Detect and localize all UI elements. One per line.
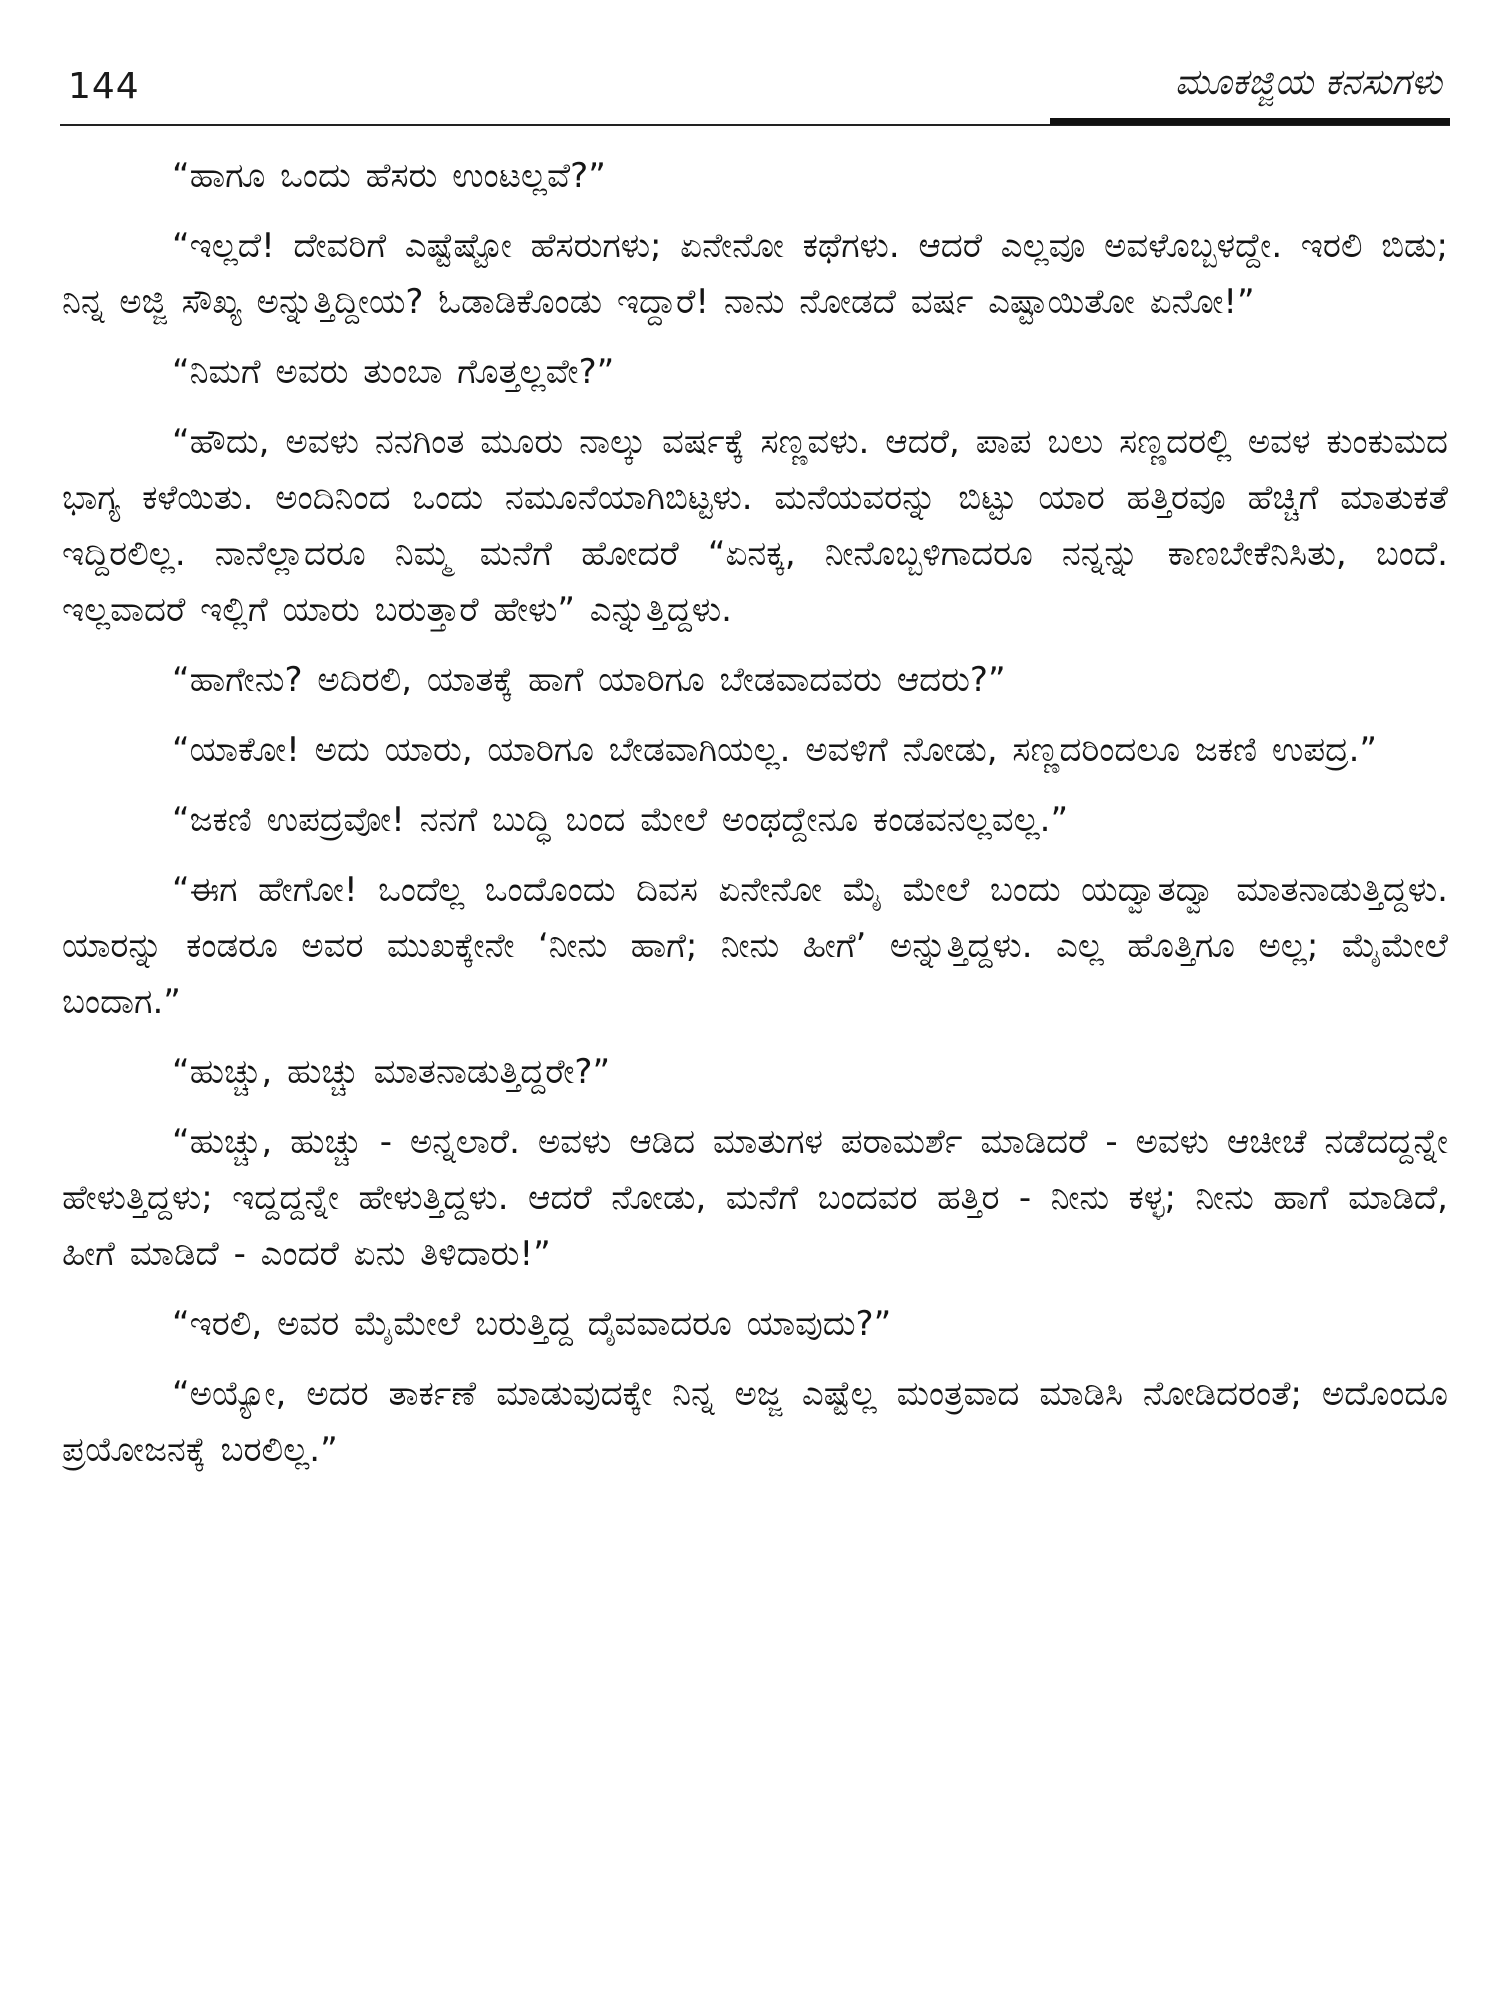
paragraph: “ಜಕಣಿ ಉಪದ್ರವೋ! ನನಗೆ ಬುದ್ಧಿ ಬಂದ ಮೇಲೆ ಅಂಥದ್ದೇನೂ ಕಂಡವನಲ್ಲವಲ್ಲ.” [172,800,1069,840]
paragraph: “ಈಗ ಹೇಗೋ! ಒಂದೆಲ್ಲ ಒಂದೊಂದು ದಿವಸ ಏನೇನೋ ಮೈ ಮೇಲೆ ಬಂದು ಯದ್ವಾತದ್ವಾ ಮಾತನಾಡುತ್ತಿದ್ದಳು. ಯಾರನ್ನು ಕಂಡರೂ ಅವರ ಮುಖಕ್ಕೇನೇ ‘ನೀನು ಹಾಗೆ; ನೀನು ಹೀಗೆ’ ಅನ್ನುತ್ತಿದ್ದಳು. ಎಲ್ಲ ಹೊತ್ತಿಗೂ ಅಲ್ಲ; ಮೈಮೇಲೆ ಬಂದಾಗ.” [62,870,1448,1022]
paragraph: “ನಿಮಗೆ ಅವರು ತುಂಬಾ ಗೊತ್ತಲ್ಲವೇ?” [172,352,615,392]
page-number: 144 [68,66,140,107]
paragraph: “ಹಾಗೇನು? ಅದಿರಲಿ, ಯಾತಕ್ಕೆ ಹಾಗೆ ಯಾರಿಗೂ ಬೇಡವಾದವರು ಆದರು?” [172,660,1006,700]
paragraph: “ಇಲ್ಲದೆ! ದೇವರಿಗೆ ಎಷ್ಟೆಷ್ಟೋ ಹೆಸರುಗಳು; ಏನೇನೋ ಕಥೆಗಳು. ಆದರೆ ಎಲ್ಲವೂ ಅವಳೊಬ್ಬಳದ್ದೇ. ಇರಲಿ ಬಿಡು; ನಿನ್ನ ಅಜ್ಜಿ ಸೌಖ್ಯ ಅನ್ನುತ್ತಿದ್ದೀಯ? ಓಡಾಡಿಕೊಂಡು ಇದ್ದಾರೆ! ನಾನು ನೋಡದೆ ವರ್ಷ ಎಷ್ಟಾಯಿತೋ ಏನೋ!” [62,226,1448,322]
paragraph: “ಹುಚ್ಚು, ಹುಚ್ಚು ಮಾತನಾಡುತ್ತಿದ್ದರೇ?” [172,1052,611,1092]
running-title: ಮೂಕಜ್ಜಿಯ ಕನಸುಗಳು [1174,62,1442,103]
paragraph: “ಯಾಕೋ! ಅದು ಯಾರು, ಯಾರಿಗೂ ಬೇಡವಾಗಿಯಲ್ಲ. ಅವಳಿಗೆ ನೋಡು, ಸಣ್ಣದರಿಂದಲೂ ಜಕಣಿ ಉಪದ್ರ.” [172,730,1378,770]
paragraph: “ಹಾಗೂ ಒಂದು ಹೆಸರು ಉಂಟಲ್ಲವೆ?” [172,156,606,196]
paragraph: “ಹೌದು, ಅವಳು ನನಗಿಂತ ಮೂರು ನಾಲ್ಕು ವರ್ಷಕ್ಕೆ ಸಣ್ಣವಳು. ಆದರೆ, ಪಾಪ ಬಲು ಸಣ್ಣದರಲ್ಲಿ ಅವಳ ಕುಂಕುಮದ ಭಾಗ್ಯ ಕಳೆಯಿತು. ಅಂದಿನಿಂದ ಒಂದು ನಮೂನೆಯಾಗಿಬಿಟ್ಟಳು. ಮನೆಯವರನ್ನು ಬಿಟ್ಟು ಯಾರ ಹತ್ತಿರವೂ ಹೆಚ್ಚಿಗೆ ಮಾತುಕತೆ ಇದ್ದಿರಲಿಲ್ಲ. ನಾನೆಲ್ಲಾದರೂ ನಿಮ್ಮ ಮನೆಗೆ ಹೋದರೆ “ಏನಕ್ಕ, ನೀನೊಬ್ಬಳಿಗಾದರೂ ನನ್ನನ್ನು ಕಾಣಬೇಕೆನಿಸಿತು, ಬಂದೆ. ಇಲ್ಲವಾದರೆ ಇಲ್ಲಿಗೆ ಯಾರು ಬರುತ್ತಾರೆ ಹೇಳು” ಎನ್ನುತ್ತಿದ್ದಳು. [62,422,1448,630]
header-rule-accent [1050,118,1450,125]
paragraph: “ಇರಲಿ, ಅವರ ಮೈಮೇಲೆ ಬರುತ್ತಿದ್ದ ದೈವವಾದರೂ ಯಾವುದು?” [172,1304,892,1344]
paragraph: “ಅಯ್ಯೋ, ಅದರ ತಾರ್ಕಣೆ ಮಾಡುವುದಕ್ಕೇ ನಿನ್ನ ಅಜ್ಜ ಎಷ್ಟೆಲ್ಲ ಮಂತ್ರವಾದ ಮಾಡಿಸಿ ನೋಡಿದರಂತೆ; ಅದೊಂದೂ ಪ್ರಯೋಜನಕ್ಕೆ ಬರಲಿಲ್ಲ.” [62,1374,1448,1470]
body-text [62,148,1448,1492]
paragraph: “ಹುಚ್ಚು, ಹುಚ್ಚು - ಅನ್ನಲಾರೆ. ಅವಳು ಆಡಿದ ಮಾತುಗಳ ಪರಾಮರ್ಶೆ ಮಾಡಿದರೆ - ಅವಳು ಆಚೀಚೆ ನಡೆದದ್ದನ್ನೇ ಹೇಳುತ್ತಿದ್ದಳು; ಇದ್ದದ್ದನ್ನೇ ಹೇಳುತ್ತಿದ್ದಳು. ಆದರೆ ನೋಡು, ಮನೆಗೆ ಬಂದವರ ಹತ್ತಿರ - ನೀನು ಕಳ್ಳ; ನೀನು ಹಾಗೆ ಮಾಡಿದೆ, ಹೀಗೆ ಮಾಡಿದೆ - ಎಂದರೆ ಏನು ತಿಳಿದಾರು!” [62,1122,1448,1274]
page-header [60,52,1450,122]
